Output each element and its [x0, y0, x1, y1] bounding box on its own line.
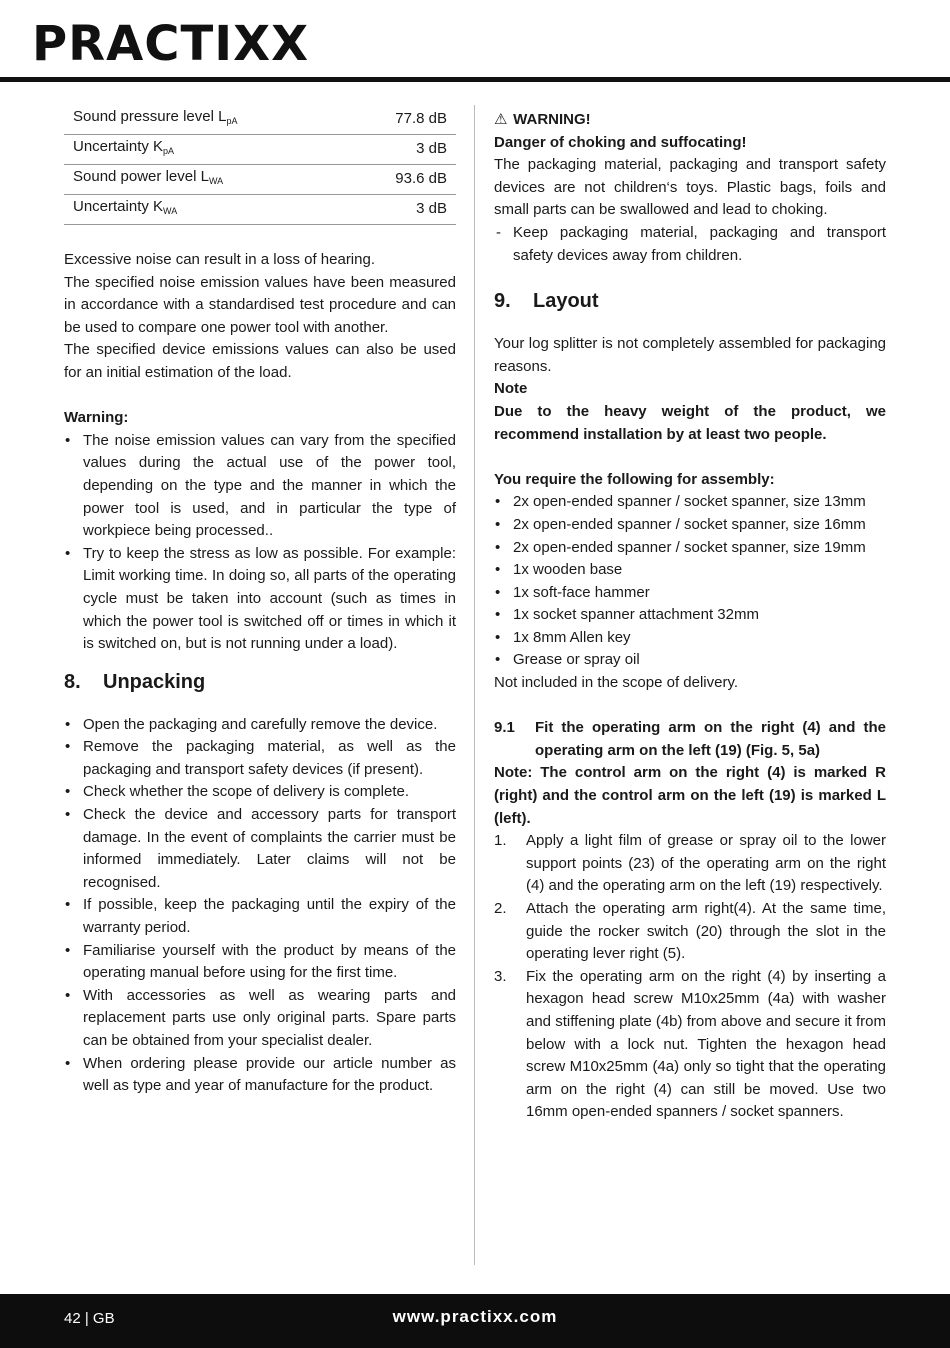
step-number: 3.: [494, 967, 507, 985]
list-item: • 2x open-ended spanner / socket spanner, size 16mm: [494, 514, 886, 537]
emission-values-text: The specified noise emission values have been measured in accordance with a standardised test procedure and can be used to compare one power tool with another.: [64, 273, 456, 336]
step-text: Apply a light film of grease or spray oil to the lower support points (23) of the operating arm on the right (4) and the operating arm on the left (19) respectively.: [526, 832, 886, 895]
subsection-heading: [494, 717, 886, 762]
spec-value: 77.8 dB: [348, 105, 456, 135]
list-item: • 1x 8mm Allen key: [494, 627, 886, 650]
list-item: • 1x socket spanner attachment 32mm: [494, 604, 886, 627]
list-item: • Open the packaging and carefully remove the device.: [64, 714, 456, 737]
subsection-number: 9.1: [494, 719, 515, 737]
assembly-steps: [494, 830, 886, 1124]
spec-label-subscript: WA: [163, 206, 178, 217]
subsection-title: Fit the operating arm on the right (4) and the operating arm on the left (19) (Fig. 5, 5a): [535, 719, 886, 759]
step-number: 1.: [494, 832, 507, 850]
list-item: • Familiarise yourself with the product by means of the operating manual before using for the first time.: [64, 940, 456, 985]
warning-heading: [494, 109, 886, 132]
list-item: • Check whether the scope of delivery is complete.: [64, 781, 456, 804]
list-item: • 2x open-ended spanner / socket spanner, size 13mm: [494, 491, 886, 514]
layout-text: Your log splitter is not completely assembled for packaging reasons.: [494, 335, 886, 375]
spec-label: [64, 135, 348, 165]
spec-label-text: Uncertainty K: [73, 198, 164, 216]
assembly-requirements-label: You require the following for assembly:: [494, 470, 775, 488]
list-item: • The noise emission values can vary from the specified values during the actual use of the power tool, depending on the type and the manner in which the power tool is used, and in particular the type of workpiece being processed..: [64, 430, 456, 543]
step-text: Attach the operating arm right(4). At the same time, guide the rocker switch (20) through the slot in the operating lever right (5).: [526, 900, 886, 963]
left-column: [64, 105, 456, 1098]
noise-spec-table: [64, 105, 456, 225]
list-item: • Check the device and accessory parts for transport damage. In the event of complaints the carrier must be informed immediately. Later claims will not be recognised.: [64, 804, 456, 894]
emission-estimation-text: The specified device emissions values can also be used for an initial estimation of the load.: [64, 341, 456, 381]
header-rule: [0, 77, 950, 82]
note-text: Due to the heavy weight of the product, we recommend installation by at least two people.: [494, 402, 886, 443]
spec-value: 3 dB: [348, 195, 456, 225]
spec-label-subscript: pA: [226, 116, 238, 127]
unpacking-list: [64, 714, 456, 1098]
spec-label-subscript: pA: [163, 146, 175, 157]
section-number: 8.: [64, 670, 81, 693]
section-number: 9.: [494, 290, 511, 313]
list-item: • 1x soft-face hammer: [494, 582, 886, 605]
list-item: - Keep packaging material, packaging and transport safety devices away from children.: [494, 222, 886, 267]
spec-label: [64, 105, 348, 135]
spec-label: [64, 165, 348, 195]
warning-title: WARNING!: [513, 111, 591, 128]
step-number: 2.: [494, 900, 507, 917]
control-arm-note: Note: The control arm on the right (4) is marked R (right) and the control arm on the left (19) is marked L (left).: [494, 764, 886, 827]
not-included-text: Not included in the scope of delivery.: [494, 674, 739, 692]
spec-label-text: Sound power level L: [73, 168, 209, 186]
assembly-tools-list: [494, 491, 886, 672]
column-divider: [474, 105, 475, 1265]
section-heading-unpacking: [64, 668, 456, 696]
page-footer: [0, 1294, 950, 1348]
warning-triangle-icon: ⚠: [494, 111, 508, 128]
list-item: • 2x open-ended spanner / socket spanner, size 19mm: [494, 537, 886, 560]
spec-label-subscript: WA: [208, 176, 224, 187]
list-item: • If possible, keep the packaging until the expiry of the warranty period.: [64, 894, 456, 939]
page-number: 42 | GB: [64, 1310, 115, 1327]
right-column: [494, 105, 886, 1124]
list-item: • With accessories as well as wearing parts and replacement parts use only original parts. Spare parts can be obtained from your specialist dealer.: [64, 985, 456, 1053]
list-item: [494, 966, 886, 1124]
section-title: Layout: [533, 290, 599, 313]
warning-text: The packaging material, packaging and transport safety devices are not children‘s toys. Plastic bags, foils and small parts can be swallowed and lead to choking.: [494, 156, 886, 219]
table-row: [64, 135, 456, 165]
spec-value: 3 dB: [348, 135, 456, 165]
list-item: [494, 830, 886, 898]
spec-label-text: Sound pressure level L: [73, 108, 227, 126]
brand-logo: PRACTIXX: [32, 16, 310, 72]
section-title: Unpacking: [103, 670, 206, 693]
list-item: • Remove the packaging material, as well as the packaging and transport safety devices (if present).: [64, 736, 456, 781]
warning-subtitle: Danger of choking and suffocating!: [494, 133, 747, 151]
table-row: [64, 165, 456, 195]
list-item: [494, 898, 886, 966]
warning-label: Warning:: [64, 409, 129, 427]
note-label: Note: [494, 380, 528, 398]
spec-label-text: Uncertainty K: [73, 138, 164, 156]
list-item: • When ordering please provide our article number as well as type and year of manufacture for the product.: [64, 1053, 456, 1098]
step-text: Fix the operating arm on the right (4) by inserting a hexagon head screw M10x25mm (4a) with washer and stiffening plate (4b) from above and secure it from below with a lock nut. Tighten the hexagon head screw M10x25mm (4a) only so tight that the operating arm on the right (4) can still be moved. Use two 16mm open-ended spanners / socket spanners.: [526, 967, 886, 1121]
website-link[interactable]: www.practixx.com: [392, 1307, 558, 1326]
warning-list: [64, 430, 456, 656]
list-item: • 1x wooden base: [494, 559, 886, 582]
list-item: • Grease or spray oil: [494, 649, 886, 672]
warning-dash-list: [494, 222, 886, 267]
hearing-loss-text: Excessive noise can result in a loss of hearing.: [64, 251, 375, 268]
spec-label: [64, 195, 348, 225]
table-row: [64, 195, 456, 225]
list-item: • Try to keep the stress as low as possible. For example: Limit working time. In doing so, all parts of the operating cycle must be taken into account (such as times in which the power tool is switched off or times in which it is switched on, but is not running under a load).: [64, 543, 456, 656]
table-row: [64, 105, 456, 135]
spec-value: 93.6 dB: [348, 165, 456, 195]
section-heading-layout: [494, 287, 886, 315]
